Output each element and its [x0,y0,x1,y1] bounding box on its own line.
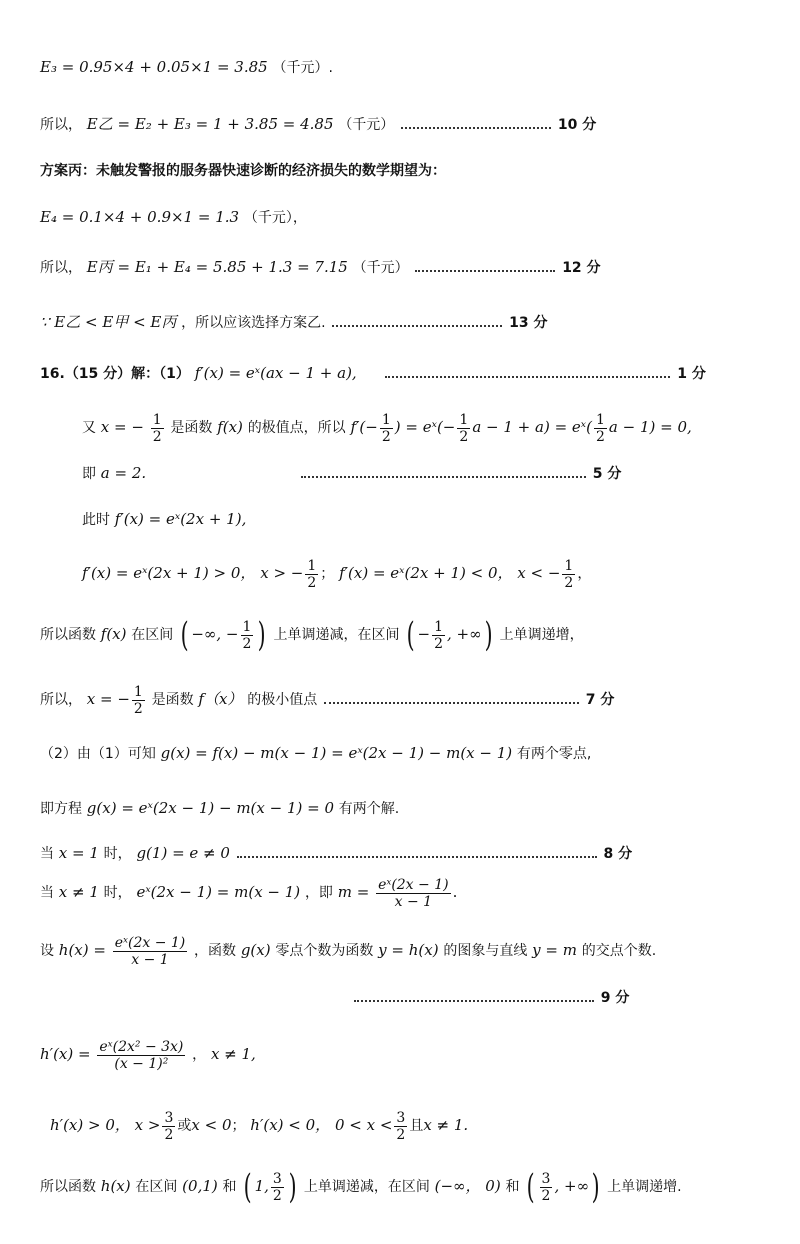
numerator: 3 [272,1170,282,1187]
fraction-half [132,684,145,717]
numerator: eˣ(2x − 1) [378,876,449,893]
paren-open: ( [406,615,415,655]
math-interval: (0,1) [182,1177,218,1195]
numerator: eˣ(2x − 1) [114,934,186,951]
denominator: 2 [381,428,391,445]
math-paren: ) [394,418,401,436]
denominator: 2 [434,635,444,652]
numerator: 3 [396,1109,406,1126]
paren-open: ( [526,1167,535,1207]
paren-open: ( [243,1167,252,1207]
numerator: 3 [541,1170,551,1187]
denominator: 2 [459,428,469,445]
text: 此时 [82,512,110,528]
line-e-bing [40,256,800,279]
text: 当 [40,885,54,901]
plan-bing-text: 方案丙：未触发警报的服务器快速诊断的经济损失的数学期望为： [40,163,446,179]
denominator: 2 [164,1126,174,1143]
fraction-three-halves [540,1171,553,1204]
math-e3: E₃ = 0.95×4 + 0.05×1 = 3.85 [40,58,268,76]
line-h-prime [40,1030,800,1079]
score-label: 8 分 [603,846,633,862]
fraction-h [113,935,188,968]
math-h-prime: h′(x) = [40,1045,91,1063]
denominator: (x − 1)² [114,1055,169,1072]
denominator: 2 [133,700,143,717]
math-x: x = 1 [58,844,99,862]
math-range: 0 < x < [334,1116,393,1134]
line-e-yi [40,113,800,136]
math-interval: , +∞ [447,625,482,643]
math-y-h: y = h(x) [378,941,439,959]
text: 和 [505,1179,520,1195]
fraction-three-halves [394,1110,407,1143]
line-part2 [40,742,800,765]
text: 即方程 [40,801,82,817]
text: 所以函数 [40,627,96,643]
score-label: 12 分 [562,260,601,276]
text: ； [320,566,335,582]
math-negative: h′(x) < 0， [250,1116,331,1134]
math-negative: f′(x) = eˣ(2x + 1) < 0， [339,564,513,582]
fraction-half [562,558,575,591]
fraction-three-halves [162,1110,175,1143]
math-range: x > − [260,564,304,582]
leader-dots [324,692,579,704]
score-label: 7 分 [585,692,615,708]
fraction-half [380,412,393,445]
leader-dots [332,315,502,327]
line-q16 [40,362,800,385]
text: 即 [82,466,96,482]
prefix-text: 所以， [40,117,82,133]
text: 的极值点，所以 [247,420,346,436]
math-x-ne-1: x ≠ 1, [210,1045,256,1063]
text: 且 [409,1118,424,1134]
math-compare: ∵ E乙 < E甲 < E丙 [40,313,177,331]
text: ，即 [304,885,333,901]
math-gx: g(x) [240,941,271,959]
math-hx: h(x) [100,1177,131,1195]
line-now [82,508,800,531]
text: 的图象与直线 [443,943,528,959]
numerator: 1 [307,557,317,574]
line-plan-bing [40,160,800,182]
paren-close: ) [288,1167,297,1207]
fraction-three-halves [271,1171,284,1204]
question-label: 16.（15 分）解：（1） [40,366,190,382]
math-eq: a − 1) = 0, [608,418,692,436]
score-label: 5 分 [592,466,622,482]
denominator: x − 1 [131,951,169,968]
text: 又 [82,420,96,436]
text: 上单调递增， [499,627,584,643]
math-range: x < 0 [191,1116,232,1134]
numerator: 1 [459,411,469,428]
line-h-monotonic [40,1166,800,1207]
fraction-half [151,412,164,445]
line-x1 [40,842,800,865]
text: 时， [103,885,132,901]
line-e3 [40,56,800,79]
math-g1: g(1) = e ≠ 0 [136,844,230,862]
math-m: m = [337,883,370,901]
math-interval: − [417,625,431,643]
leader-dots [354,990,594,1002]
score-label: 10 分 [557,117,597,133]
math-fx: f(x) [100,625,127,643]
unit-text: （千元）. [272,60,333,76]
score-label: 1 分 [677,366,706,382]
line-e4 [40,206,800,229]
math-e4: E₄ = 0.1×4 + 0.9×1 = 1.3 [40,208,240,226]
numerator: 1 [381,411,391,428]
text: ，函数 [194,943,237,959]
numerator: eˣ(2x² − 3x) [99,1038,184,1055]
line-h-def [40,930,800,971]
text: ， [192,1047,207,1063]
math-a: a = 2. [100,464,147,482]
line-min [40,680,800,719]
math-g-eq: g(x) = eˣ(2x − 1) − m(x − 1) = 0 [86,799,334,817]
text: 是函数 [151,692,194,708]
denominator: 2 [595,428,605,445]
unit-text: （千元） [338,117,395,133]
text: 的交点个数. [581,943,657,959]
line-a-value [82,462,800,485]
math-fprime: f′(− [350,418,378,436]
leader-dots [415,260,555,272]
math-range: x < − [517,564,561,582]
line-score9 [352,986,800,1009]
text: 所以， [40,692,82,708]
conclusion-text: ，所以应该选择方案乙. [181,315,326,331]
math-eq: eˣ(2x − 1) = m(x − 1) [136,883,301,901]
math-range: x > [134,1116,161,1134]
numerator: 1 [434,618,444,635]
math-interval: , +∞ [554,1177,590,1195]
denominator: 2 [396,1126,406,1143]
text: 当 [40,846,54,862]
unit-text: （千元）， [243,210,307,226]
paren-open: ( [180,615,189,655]
text: （2）由（1）可知 [40,746,156,762]
prefix-text: 所以， [40,260,82,276]
math-x: x = − [100,418,144,436]
math-positive: h′(x) > 0， [50,1116,130,1134]
text: . [452,883,458,901]
text: 设 [40,943,54,959]
text: 的极小值点 [247,692,318,708]
line-h-sign [50,1106,800,1145]
math-e-bing: E丙 = E₁ + E₄ = 5.85 + 1.3 = 7.15 [86,258,348,276]
denominator: 2 [307,574,317,591]
text: 在区间 [131,627,174,643]
denominator: 2 [272,1187,282,1204]
line-equation [40,797,800,820]
text: 或 [177,1118,192,1134]
math-fx: f(x) [217,418,243,436]
line-extreme [82,408,800,447]
math-eq: a − 1 + a) = eˣ( [472,418,592,436]
line-compare [40,311,800,334]
math-fx: f（x） [198,690,243,708]
text: 所以函数 [40,1179,96,1195]
line-sign [82,554,800,593]
math-range: x ≠ 1. [423,1116,469,1134]
leader-dots [401,117,551,129]
text: 上单调递减，在区间 [273,627,400,643]
text: 有两个解. [338,801,400,817]
leader-dots [237,846,597,858]
math-eq: = eˣ(− [405,418,456,436]
paren-close: ) [258,615,267,655]
fraction-half [432,619,445,652]
math-x: x ≠ 1 [58,883,99,901]
leader-dots [385,366,670,378]
numerator: 1 [242,618,252,635]
fraction-h-prime [97,1039,185,1072]
math-interval: 1, [254,1177,269,1195]
math-positive: f′(x) = eˣ(2x + 1) > 0， [82,564,256,582]
denominator: 2 [541,1187,551,1204]
math-interval: −∞, − [191,625,239,643]
math-interval: (−∞， 0) [434,1177,501,1195]
numerator: 3 [164,1109,174,1126]
math-h: h(x) = [58,941,106,959]
math-g: g(x) = f(x) − m(x − 1) = eˣ(2x − 1) − m(x − 1) [160,744,513,762]
paren-close: ) [591,1167,600,1207]
math-fprime: f′(x) = eˣ(2x + 1), [114,510,247,528]
paren-close: ) [484,615,493,655]
numerator: 1 [152,411,162,428]
denominator: 2 [242,635,252,652]
line-monotonic [40,614,800,655]
text: 时， [103,846,132,862]
fraction-half [594,412,607,445]
fraction-half [305,558,318,591]
fraction-m [376,877,451,910]
score-label: 9 分 [600,990,630,1006]
numerator: 1 [133,683,143,700]
math-y-m: y = m [532,941,577,959]
text: 是函数 [170,420,213,436]
text: 上单调递减，在区间 [303,1179,430,1195]
denominator: x − 1 [394,893,433,910]
text: 和 [222,1179,237,1195]
math-x: x = − [86,690,130,708]
numerator: 1 [595,411,605,428]
denominator: 2 [152,428,162,445]
math-e-yi: E乙 = E₂ + E₃ = 1 + 3.85 = 4.85 [86,115,334,133]
text: 在区间 [135,1179,178,1195]
text: 零点个数为函数 [275,943,374,959]
fraction-half [457,412,470,445]
numerator: 1 [564,557,574,574]
score-label: 13 分 [509,315,548,331]
line-x-not-1 [40,872,800,913]
text: 上单调递增. [607,1179,682,1195]
text: ， [577,566,592,582]
denominator: 2 [564,574,574,591]
text: ； [231,1118,246,1134]
fraction-half [241,619,254,652]
text: 有两个零点, [516,746,592,762]
unit-text: （千元） [352,260,409,276]
math-derivative: f′(x) = eˣ(ax − 1 + a), [194,364,357,382]
leader-dots [301,466,586,478]
